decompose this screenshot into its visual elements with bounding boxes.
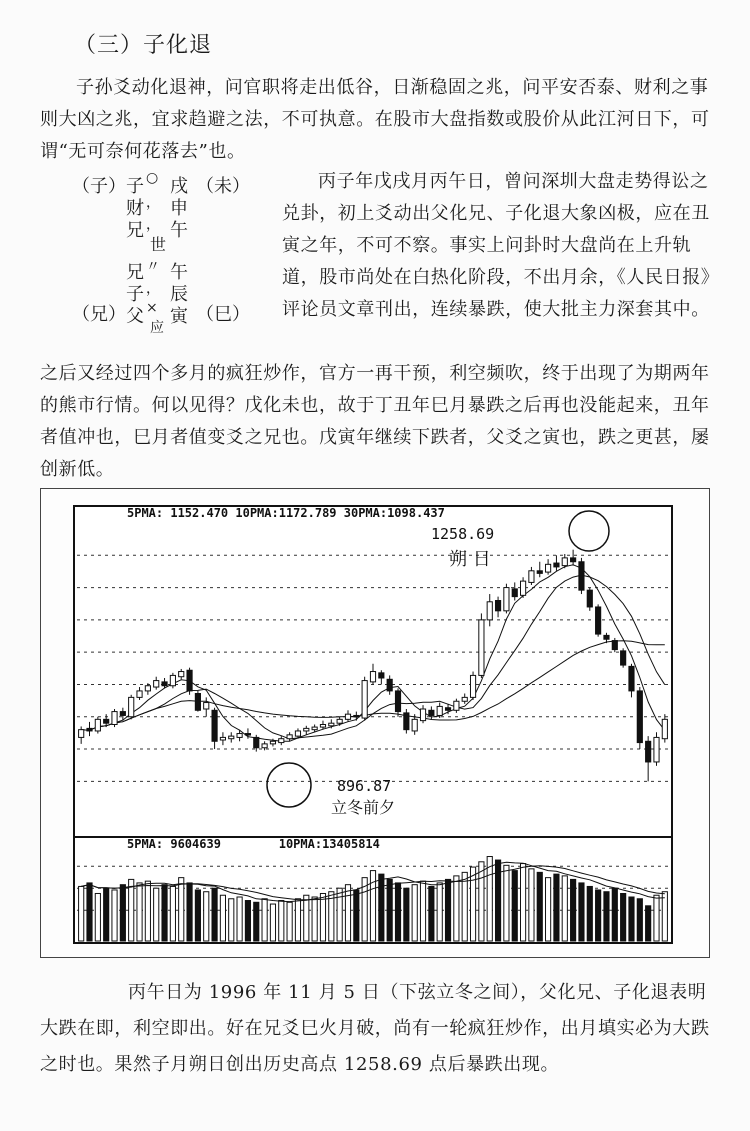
- candle-down: [587, 590, 592, 607]
- candle-up: [329, 723, 334, 726]
- hexagram-left-bottom: （兄）: [72, 304, 126, 325]
- volume-bar: [520, 864, 525, 941]
- candle-up: [137, 691, 142, 697]
- candle-up: [229, 736, 234, 739]
- hexagram-line-relation: 子: [126, 284, 144, 305]
- paragraph-conclusion: 丙午日为 1996 年 11 月 5 日（下弦立冬之间），父化兄、子化退表明大跌在即，利空即出。好在兄爻巳火月破，尚有一轮疯狂炒作，出月填实必为大跌之时也。果然子月朔日创出历史高点 1258.69 点后暴跌出现。: [40, 982, 710, 1075]
- candle-down: [596, 607, 601, 634]
- hexagram-line-branch: 戌: [170, 176, 188, 197]
- volume-bar: [304, 895, 309, 941]
- hexagram-shi-mark: 世: [150, 235, 167, 254]
- volume-bar: [345, 885, 350, 941]
- volume-bar: [462, 872, 467, 941]
- volume-bar: [487, 857, 492, 941]
- candle-down: [637, 691, 642, 743]
- section-heading: （三）子化退: [74, 33, 213, 58]
- volume-bar: [145, 881, 150, 941]
- hexagram-right-bottom: （巳）: [196, 304, 250, 325]
- volume-bar: [571, 879, 576, 941]
- volume-bar: [662, 892, 667, 941]
- candle-down: [512, 589, 517, 597]
- volume-bar: [470, 867, 475, 941]
- candle-down: [571, 558, 576, 562]
- stock-chart-frame: [40, 488, 710, 958]
- volume-bar: [137, 883, 142, 941]
- candle-down: [387, 679, 392, 691]
- candle-up: [529, 571, 534, 583]
- candle-down: [379, 673, 384, 678]
- candle-down: [187, 670, 192, 691]
- paragraph-intro: 子孙爻动化退神，问官职将走出低谷，日渐稳固之兆，问平安否泰、财利之事则大凶之兆，宜求趋避之法，不可执意。在股市大盘指数或股价从此江河日下，可谓“无可奈何花落去”也。: [40, 77, 710, 162]
- volume-bar: [604, 892, 609, 941]
- volume-bar: [554, 874, 559, 941]
- volume-bar: [95, 893, 100, 941]
- candle-up: [437, 706, 442, 715]
- peak-value-label: 1258.69: [431, 525, 495, 543]
- hexagram-line-relation: 财: [126, 198, 144, 219]
- volume-bar: [587, 886, 592, 941]
- volume-bar: [270, 904, 275, 941]
- candle-up: [179, 672, 184, 677]
- volume-bar: [629, 897, 634, 941]
- volume-bar: [287, 902, 292, 941]
- volume-bar: [379, 874, 384, 941]
- volume-bar: [529, 869, 534, 941]
- candle-up: [654, 737, 659, 762]
- volume-bar: [220, 895, 225, 941]
- candle-up: [95, 719, 100, 731]
- volume-bar: [621, 893, 626, 941]
- hexagram-line-mark: ，: [146, 281, 160, 297]
- volume-bar: [104, 888, 109, 941]
- volume-bar: [337, 888, 342, 941]
- volume-bar: [279, 901, 284, 941]
- volume-bar: [404, 888, 409, 941]
- volume-bar: [612, 888, 617, 941]
- volume-bar: [354, 890, 359, 941]
- hexagram-line-relation: 兄: [126, 220, 144, 241]
- candle-up: [370, 672, 375, 682]
- candle-up: [504, 588, 509, 611]
- volume-bar: [387, 879, 392, 941]
- volume-bar: [262, 899, 267, 941]
- volume-bar: [454, 876, 459, 941]
- candle-up: [279, 739, 284, 743]
- volume-bar: [537, 872, 542, 941]
- hexagram-right-top: （未）: [196, 176, 250, 197]
- hexagram-line-mark: ○: [146, 170, 159, 186]
- volume-bar: [579, 883, 584, 941]
- volume-bar: [479, 862, 484, 941]
- candle-down: [621, 651, 626, 665]
- candle-up: [362, 681, 367, 718]
- hexagram-line-branch: 辰: [170, 284, 188, 305]
- candle-down: [537, 571, 542, 574]
- candle-up: [520, 581, 525, 595]
- candle-down: [212, 710, 217, 741]
- volume-bar: [79, 886, 84, 941]
- volume-bar: [212, 888, 217, 941]
- volume-bar: [562, 876, 567, 941]
- candle-up: [412, 719, 417, 731]
- low-value-label: 896.87: [337, 777, 392, 795]
- candle-up: [470, 675, 475, 697]
- volume-bar: [546, 878, 551, 941]
- volume-bar: [154, 888, 159, 941]
- candle-up: [479, 620, 484, 676]
- hexagram-left-top: （子）: [72, 176, 126, 197]
- volume-bar: [329, 892, 334, 941]
- candle-up: [304, 728, 309, 731]
- candle-down: [579, 562, 584, 590]
- volume-bar: [229, 899, 234, 941]
- candle-down: [162, 682, 167, 686]
- candle-up: [262, 744, 267, 748]
- candle-down: [354, 715, 359, 717]
- candle-down: [245, 734, 250, 736]
- candle-down: [404, 713, 409, 730]
- volume-bar: [445, 879, 450, 941]
- candle-down: [254, 737, 259, 747]
- volume-bar: [437, 883, 442, 941]
- volume-bar: [429, 886, 434, 941]
- candle-down: [604, 635, 609, 639]
- candle-up: [287, 735, 292, 739]
- candle-down: [612, 641, 617, 650]
- volume-bar: [412, 885, 417, 941]
- volume-bar: [637, 899, 642, 941]
- volume-bar: [120, 885, 125, 941]
- candle-up: [204, 703, 209, 709]
- candle-up: [145, 686, 150, 691]
- volume-bar: [646, 906, 651, 941]
- candle-up: [220, 737, 225, 740]
- candle-up: [154, 681, 159, 687]
- hexagram-line-relation: 父: [126, 306, 144, 327]
- volume-bar: [312, 897, 317, 941]
- candle-up: [337, 719, 342, 723]
- volume-bar: [395, 883, 400, 941]
- paragraph-bear-market: 之后又经过四个多月的疯狂炒作，官方一再干预，利空频吹，终于出现了为期两年的熊市行情。何以见得？戊化未也，故于丁丑年巳月暴跌之后再也没能起来，丑年者值冲也，巳月者值变爻之兄也。戊寅年继续下跌者，父爻之寅也，跌之更甚，屡创新低。: [40, 363, 710, 480]
- volume-bar: [162, 885, 167, 941]
- candle-up: [170, 675, 175, 685]
- candle-up: [562, 558, 567, 566]
- candle-down: [395, 691, 400, 712]
- candle-up: [312, 727, 317, 730]
- volume-bar: [195, 890, 200, 941]
- hexagram-line-mark: ，: [146, 217, 160, 233]
- stock-chart: [41, 489, 709, 957]
- candle-up: [454, 701, 459, 710]
- candle-down: [445, 708, 450, 711]
- volume-bar: [504, 865, 509, 941]
- candle-up: [320, 725, 325, 728]
- hexagram-line-relation: 子: [126, 176, 144, 197]
- volume-bar: [654, 895, 659, 941]
- candle-up: [112, 712, 117, 725]
- candle-down: [495, 601, 500, 611]
- volume-bar: [187, 883, 192, 941]
- candle-up: [462, 697, 467, 701]
- hexagram-line-mark: 〃: [146, 259, 160, 275]
- volume-bar: [245, 901, 250, 941]
- candle-up: [546, 564, 551, 572]
- candle-up: [270, 741, 275, 744]
- candle-up: [487, 602, 492, 620]
- volume-bar: [237, 897, 242, 941]
- volume-bar: [420, 881, 425, 941]
- hexagram-line-branch: 午: [170, 220, 188, 241]
- volume-bar: [512, 871, 517, 941]
- hexagram-line-mark: ×: [146, 300, 158, 316]
- candle-down: [195, 694, 200, 711]
- volume-bar: [254, 902, 259, 941]
- candle-down: [429, 710, 434, 715]
- candle-up: [662, 719, 667, 738]
- hexagram-ying-mark: 应: [150, 320, 164, 336]
- volume-bar: [87, 883, 92, 941]
- candle-up: [345, 714, 350, 719]
- volume-bar: [179, 878, 184, 941]
- price-ma-header: 5PMA: 1152.470 10PMA:1172.789 30PMA:1098.437: [127, 506, 445, 520]
- candle-up: [237, 734, 242, 738]
- candle-up: [129, 697, 134, 716]
- volume-bar: [129, 879, 134, 941]
- volume-bar: [596, 890, 601, 941]
- hexagram-line-mark: ，: [146, 195, 160, 211]
- volume-bar: [170, 886, 175, 941]
- hexagram-line-branch: 午: [170, 262, 188, 283]
- candle-down: [646, 741, 651, 762]
- volume-bar: [204, 892, 209, 941]
- candle-down: [87, 728, 92, 731]
- candle-down: [629, 666, 634, 691]
- hexagram-line-branch: 申: [170, 198, 188, 219]
- hexagram-line-branch: 寅: [170, 306, 188, 327]
- volume-bar: [295, 899, 300, 941]
- low-day-label: 立冬前夕: [331, 798, 396, 817]
- candle-down: [104, 719, 109, 723]
- volume-bar: [320, 893, 325, 941]
- volume-ma-header: 5PMA: 9604639 10PMA:13405814: [127, 837, 380, 851]
- hexagram-line-relation: 兄: [126, 262, 144, 283]
- volume-bar: [112, 890, 117, 941]
- candle-up: [420, 709, 425, 721]
- candle-up: [79, 730, 84, 738]
- peak-day-label: 朔 日: [449, 549, 491, 570]
- paragraph-divination: 丙子年戊戌月丙午日，曾问深圳大盘走势得讼之兑卦，初上爻动出父化兄、子化退大象凶极，应在丑寅之年，不可不察。事实上问卦时大盘尚在上升轨道，股市尚处在白热化阶段，不出月余，《人民日报》评论员文章刊出，连续暴跌，使大批主力深套其中。: [282, 171, 720, 320]
- candle-down: [120, 712, 125, 716]
- candle-down: [554, 563, 559, 567]
- candle-up: [295, 731, 300, 736]
